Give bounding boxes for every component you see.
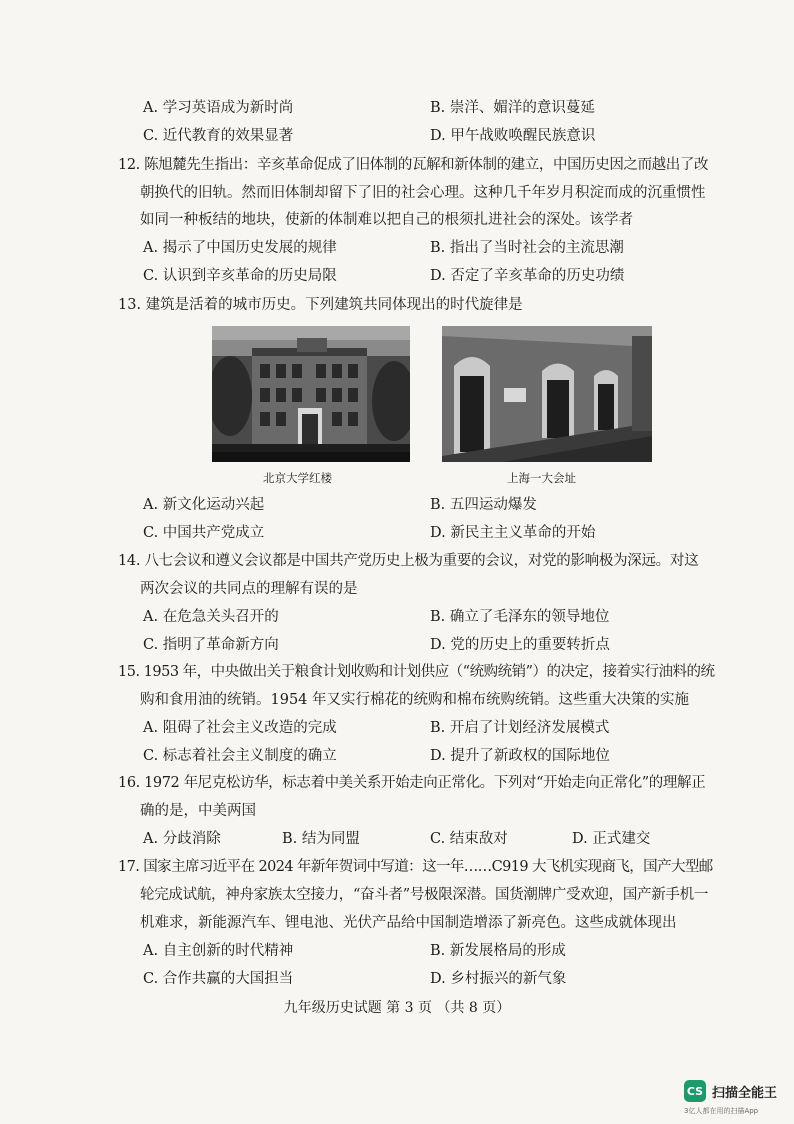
q15-stem-line2: 购和食用油的统销。1954 年又实行棉花的统购和棉布统购统销。这些重大决策的实施	[140, 692, 690, 708]
q17-stem-line1: 17. 国家主席习近平在 2024 年新年贺词中写道：这一年……C919 大飞机实现商飞，国产大型邮	[118, 859, 713, 875]
q12-stem-line3: 如同一种板结的地块，使新的体制难以把自己的根须扎进社会的深处。该学者	[140, 212, 633, 228]
q16-stem-line1: 16. 1972 年尼克松访华，标志着中美关系开始走向正常化。下列对“开始走向正常化”的理解正	[118, 775, 706, 791]
q12-stem-line1: 12. 陈旭麓先生指出：辛亥革命促成了旧体制的瓦解和新体制的建立，中国历史因之而越出了改	[118, 157, 709, 173]
q12-stem-line2: 朝换代的旧轨。然而旧体制却留下了旧的社会心理。这种几千年岁月积淀而成的沉重惯性	[140, 185, 706, 201]
camscanner-badge	[684, 1080, 777, 1102]
q15-option-a: A. 阻碍了社会主义改造的完成	[143, 720, 337, 736]
page-footer: 九年级历史试题 第 3 页 （共 8 页）	[283, 1000, 511, 1016]
q16-option-d: D. 正式建交	[572, 831, 651, 847]
camscanner-logo-icon: CS	[684, 1080, 706, 1102]
q13-option-c: C. 中国共产党成立	[143, 525, 265, 541]
q16-option-b: B. 结为同盟	[282, 831, 360, 847]
q11-option-b: B. 崇洋、媚洋的意识蔓延	[430, 100, 595, 116]
q13-option-d: D. 新民主主义革命的开始	[430, 525, 596, 541]
q17-option-a: A. 自主创新的时代精神	[143, 943, 294, 959]
q13-stem: 13. 建筑是活着的城市历史。下列建筑共同体现出的时代旋律是	[118, 297, 523, 313]
q12-option-a: A. 揭示了中国历史发展的规律	[143, 240, 337, 256]
q17-option-c: C. 合作共赢的大国担当	[143, 971, 294, 987]
q16-option-c: C. 结束敌对	[430, 831, 508, 847]
camscanner-name: 扫描全能王	[712, 1085, 778, 1101]
q13-option-a: A. 新文化运动兴起	[143, 497, 265, 513]
q12-option-b: B. 指出了当时社会的主流思潮	[430, 240, 624, 256]
q14-stem-line2: 两次会议的共同点的理解有误的是	[140, 581, 358, 597]
q14-stem-line1: 14. 八七会议和遵义会议都是中国共产党历史上极为重要的会议，对党的影响极为深远。对这	[118, 553, 699, 569]
camscanner-tagline: 3亿人都在用的扫描App	[684, 1107, 759, 1115]
q11-option-d: D. 甲午战败唤醒民族意识	[430, 128, 596, 144]
q14-option-c: C. 指明了革命新方向	[143, 637, 279, 653]
q15-option-b: B. 开启了计划经济发展模式	[430, 720, 610, 736]
q14-option-a: A. 在危急关头召开的	[143, 609, 279, 625]
q17-stem-line3: 机难求，新能源汽车、锂电池、光伏产品给中国制造增添了新亮色。这些成就体现出	[140, 915, 677, 931]
q13-option-b: B. 五四运动爆发	[430, 497, 537, 513]
peking-university-red-building-photo	[212, 326, 410, 462]
photo-caption-shanghai-site: 上海一大会址	[507, 471, 576, 485]
q14-option-d: D. 党的历史上的重要转折点	[430, 637, 610, 653]
q15-option-d: D. 提升了新政权的国际地位	[430, 748, 610, 764]
q15-option-c: C. 标志着社会主义制度的确立	[143, 748, 337, 764]
q17-option-b: B. 新发展格局的形成	[430, 943, 566, 959]
q17-option-d: D. 乡村振兴的新气象	[430, 971, 567, 987]
shanghai-first-congress-site-photo	[442, 326, 652, 462]
q11-option-c: C. 近代教育的效果显著	[143, 128, 294, 144]
q16-stem-line2: 确的是，中美两国	[140, 803, 256, 819]
q14-option-b: B. 确立了毛泽东的领导地位	[430, 609, 610, 625]
q12-option-c: C. 认识到辛亥革命的历史局限	[143, 268, 337, 284]
q16-option-a: A. 分歧消除	[143, 831, 221, 847]
q11-option-a: A. 学习英语成为新时尚	[143, 100, 294, 116]
q12-option-d: D. 否定了辛亥革命的历史功绩	[430, 268, 625, 284]
photo-caption-peking-university: 北京大学红楼	[263, 471, 332, 485]
q15-stem-line1: 15. 1953 年，中央做出关于粮食计划收购和计划供应（“统购统销”）的决定，接着实行油料的统	[118, 664, 715, 680]
q17-stem-line2: 轮完成试航，神舟家族太空接力，“奋斗者”号极限深潜。国货潮牌广受欢迎，国产新手机一	[140, 887, 709, 903]
